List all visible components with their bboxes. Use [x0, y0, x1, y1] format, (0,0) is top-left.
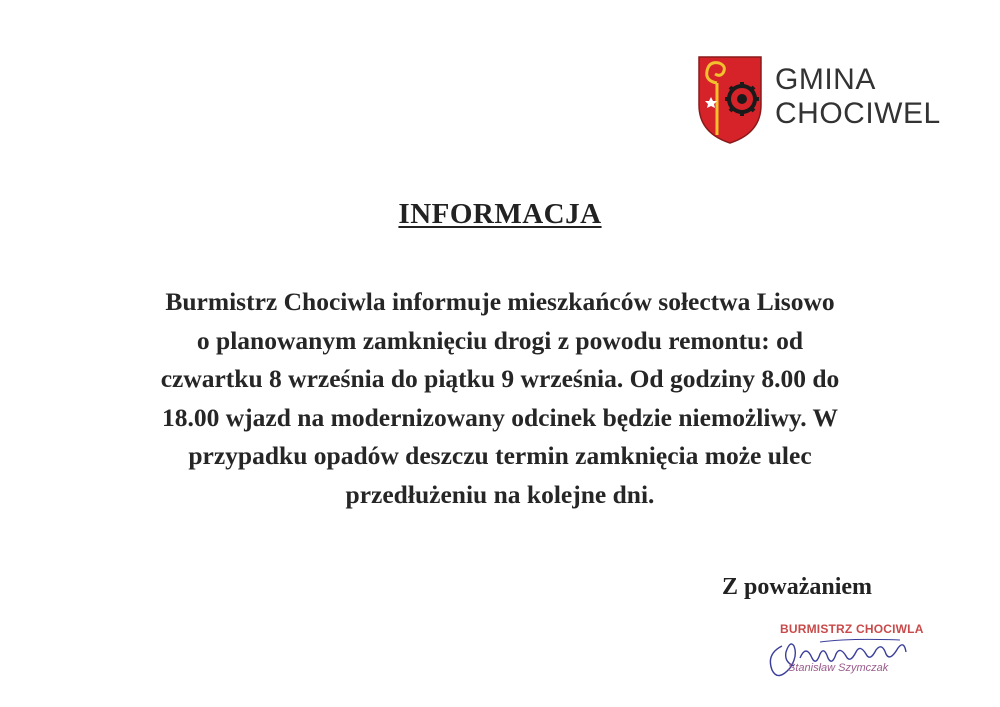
official-stamp	[760, 618, 924, 688]
body-line: przypadku opadów deszczu termin zamknięcia może ulec	[188, 441, 812, 470]
stamp-name: Stanisław Szymczak	[788, 662, 889, 674]
body-line: Burmistrz Chociwla informuje mieszkańców sołectwa Lisowo	[165, 287, 835, 316]
stamp-title: BURMISTRZ CHOCIWLA	[780, 622, 924, 636]
handwritten-signature-icon	[760, 618, 920, 688]
body-line: o planowanym zamknięciu drogi z powodu remontu: od	[196, 325, 804, 355]
document-title: INFORMACJA	[398, 198, 602, 230]
body-line: czwartku 8 września do piątku 9 września. Od godziny 8.00 do	[160, 364, 840, 393]
document-body	[90, 283, 910, 514]
body-line: przedłużeniu na kolejne dni.	[345, 479, 655, 509]
logo-line-1: GMINA	[775, 63, 876, 96]
coat-of-arms-icon	[695, 53, 765, 145]
logo-text	[775, 63, 941, 131]
body-line: 18.00 wjazd na modernizowany odcinek będzie niemożliwy. W	[162, 402, 838, 432]
closing-salutation: Z poważaniem	[722, 574, 872, 600]
logo-line-2: CHOCIWEL	[775, 97, 941, 130]
gmina-logo	[695, 53, 965, 145]
